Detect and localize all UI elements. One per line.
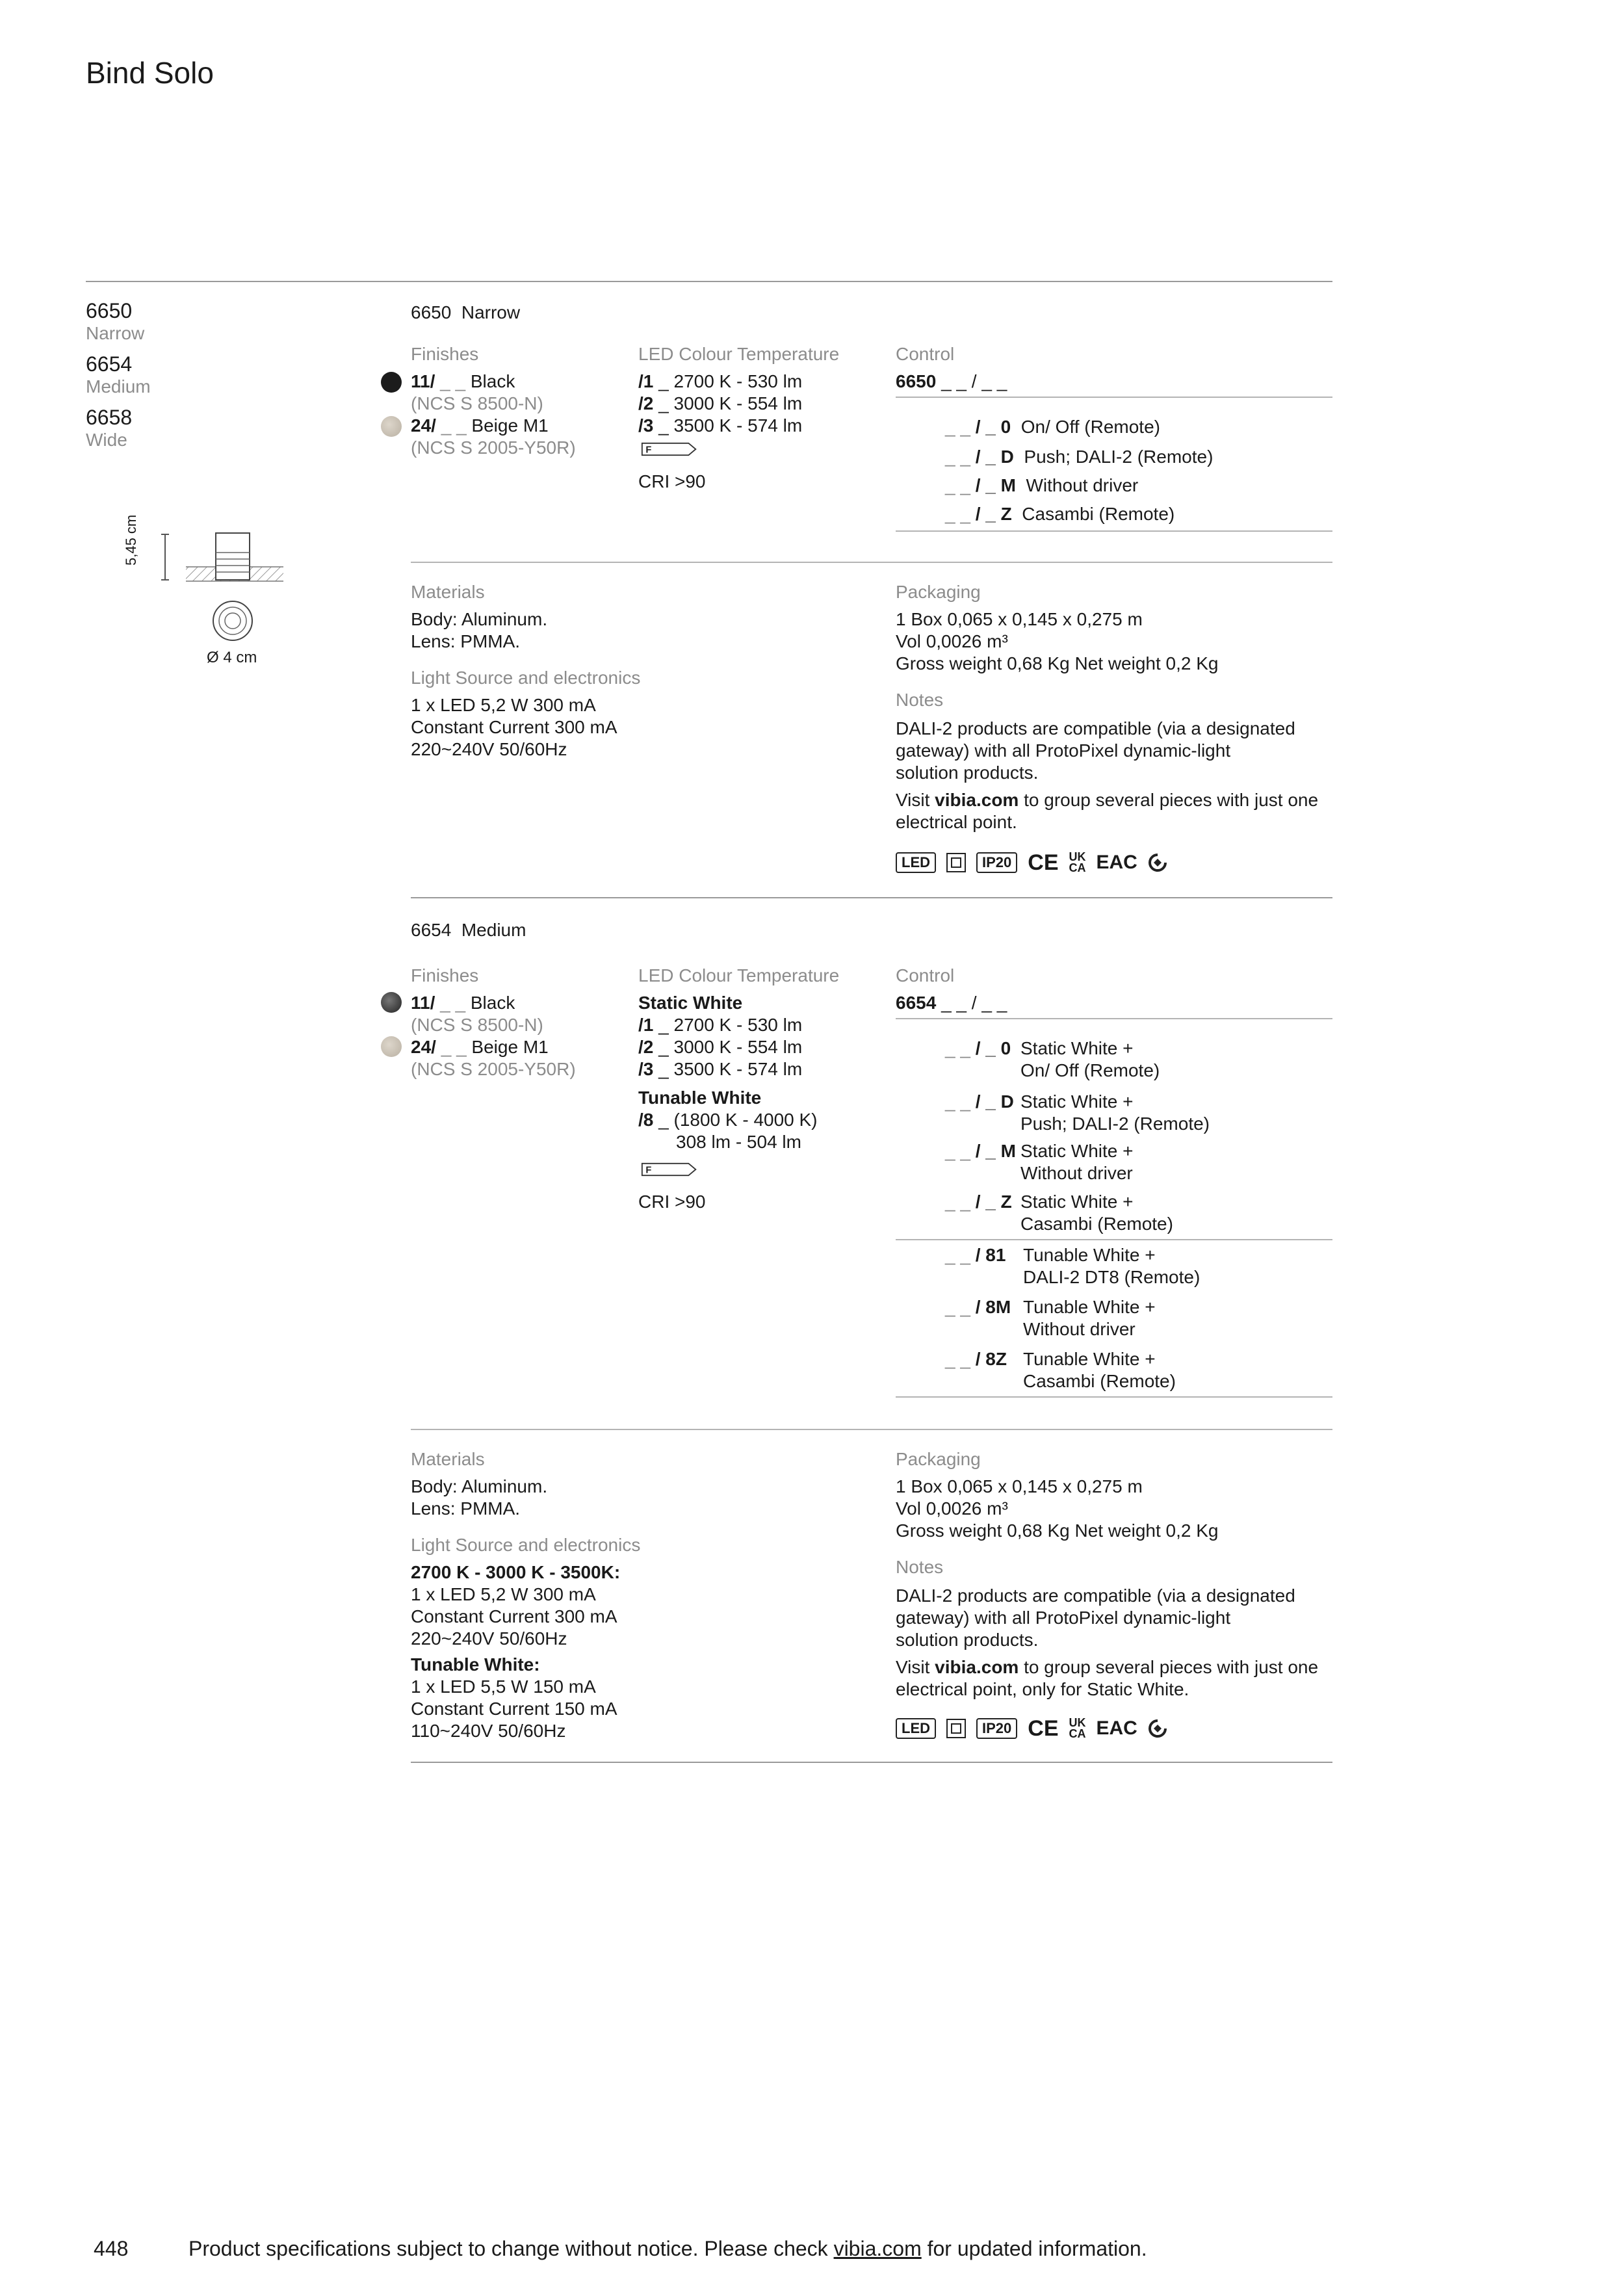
control-label: Control [896, 344, 955, 364]
ukca-mark-icon [1069, 852, 1086, 874]
visit-text: to group several pieces with just one [1019, 790, 1319, 810]
visit-line [896, 1656, 1318, 1678]
led-row [638, 1014, 802, 1036]
class-ii-icon [946, 853, 966, 872]
vibia-link[interactable]: vibia.com [935, 790, 1019, 810]
led-value: _ 3000 K - 554 lm [653, 1037, 803, 1057]
control-option [945, 503, 1175, 525]
light-source-line: Constant Current 300 mA [411, 717, 617, 737]
packaging-label: Packaging [896, 1449, 981, 1469]
control-option-code: / _ Z [975, 504, 1012, 524]
packaging-line: 1 Box 0,065 x 0,145 x 0,275 m [896, 609, 1143, 629]
materials-label: Materials [411, 1449, 485, 1469]
finishes-label: Finishes [411, 965, 479, 985]
control-option-code: / _ D [975, 447, 1014, 467]
ukca-top: UK [1069, 1716, 1086, 1729]
notes-line: gateway) with all ProtoPixel dynamic-light [896, 1608, 1231, 1628]
control-option-code: / 8M [975, 1297, 1011, 1317]
section-divider [411, 1429, 1332, 1430]
top-divider [86, 281, 1332, 282]
control-option [945, 1037, 1011, 1060]
control-prefix: _ _ [945, 1091, 976, 1112]
control-option-desc: On/ Off (Remote) [1020, 417, 1160, 437]
visit-line: electrical point. [896, 812, 1017, 832]
control-option-desc: Without driver [1026, 475, 1139, 495]
control-option [945, 1140, 1016, 1162]
led-value: _ 3500 K - 574 lm [653, 1059, 803, 1079]
control-option-desc: Static White + [1020, 1038, 1134, 1058]
control-option-desc: Static White + [1020, 1091, 1134, 1112]
finish-name: Black [470, 371, 515, 391]
control-option [945, 416, 1160, 438]
finish-code: 24/ [411, 415, 436, 436]
section-header-narrow [411, 302, 520, 324]
control-option-desc: Push; DALI-2 (Remote) [1024, 447, 1214, 467]
cri-value: CRI >90 [638, 471, 706, 491]
section-name: Narrow [461, 302, 521, 322]
section-divider [411, 562, 1332, 563]
variant-list [86, 299, 151, 451]
tunable-code: /8 [638, 1110, 654, 1130]
packaging-line: Gross weight 0,68 Kg Net weight 0,2 Kg [896, 1520, 1219, 1541]
variant-code: 6654 [86, 352, 133, 376]
control-option-desc: Tunable White + [1023, 1349, 1156, 1369]
control-option-desc: Casambi (Remote) [1022, 504, 1175, 524]
notes-label: Notes [896, 690, 944, 710]
led-value: _ 2700 K - 530 lm [653, 371, 803, 391]
section-divider [411, 897, 1332, 898]
energy-class-icon [638, 442, 701, 456]
light-source-line: Constant Current 150 mA [411, 1699, 617, 1719]
class-ii-icon [946, 1719, 966, 1738]
control-code-suffix: _ _ / _ _ [936, 993, 1007, 1013]
notes-label: Notes [896, 1557, 944, 1577]
visit-prefix: Visit [896, 790, 935, 810]
led-value: _ 3500 K - 574 lm [653, 415, 803, 436]
finish-blank: _ _ [435, 993, 471, 1013]
led-badge: LED [896, 1718, 936, 1739]
control-prefix: _ _ [945, 417, 976, 437]
energy-class-icon [638, 1162, 701, 1177]
eac-mark-icon: EAC [1096, 1717, 1137, 1739]
finish-item [411, 992, 515, 1014]
led-code: /1 [638, 1015, 654, 1035]
certification-icons [896, 1717, 1167, 1740]
control-option [945, 1296, 1011, 1318]
light-source-line: Constant Current 300 mA [411, 1606, 617, 1626]
visit-line [896, 789, 1318, 811]
vibia-link[interactable]: vibia.com [935, 1657, 1019, 1677]
beige-finish-swatch [381, 1036, 402, 1057]
footer-text-pre: Product specifications subject to change without notice. Please check [188, 2237, 834, 2260]
section-name: Medium [461, 920, 526, 940]
tunable-value: _ (1800 K - 4000 K) [653, 1110, 818, 1130]
static-white-label: Static White [638, 993, 743, 1013]
finishes-label: Finishes [411, 344, 479, 364]
ip-rating-badge: IP20 [976, 1718, 1017, 1739]
control-option [945, 475, 1138, 497]
materials-line: Body: Aluminum. [411, 1476, 548, 1496]
black-finish-swatch [381, 992, 402, 1013]
control-option [945, 1091, 1014, 1113]
led-code: /1 [638, 371, 654, 391]
finish-ncs: (NCS S 8500-N) [411, 1015, 543, 1035]
finish-name: Beige M1 [471, 1037, 549, 1057]
tunable-row [638, 1109, 818, 1131]
led-row [638, 1036, 802, 1058]
footer-text [188, 2236, 1147, 2261]
led-label: LED Colour Temperature [638, 344, 840, 364]
control-prefix: _ _ [945, 1245, 976, 1265]
control-option-desc: Casambi (Remote) [1020, 1214, 1173, 1234]
variant-code: 6650 [86, 299, 133, 322]
tunable-lumens: 308 lm - 504 lm [676, 1132, 801, 1152]
control-prefix: _ _ [945, 1297, 976, 1317]
light-source-label: Light Source and electronics [411, 668, 641, 688]
control-option-desc: Tunable White + [1023, 1245, 1156, 1265]
variant-code: 6658 [86, 406, 133, 429]
control-option-code: / _ D [975, 1091, 1014, 1112]
control-option-desc: Static White + [1020, 1141, 1134, 1161]
control-prefix: _ _ [945, 475, 976, 495]
packaging-line: Vol 0,0026 m³ [896, 1498, 1008, 1519]
black-finish-swatch [381, 372, 402, 393]
light-source-line: 110~240V 50/60Hz [411, 1721, 566, 1741]
control-prefix: _ _ [945, 447, 976, 467]
control-option-code: / _ M [975, 1141, 1016, 1161]
visit-text: to group several pieces with just one [1019, 1657, 1319, 1677]
variant-name: Wide [86, 430, 127, 450]
visit-prefix: Visit [896, 1657, 935, 1677]
light-static-title: 2700 K - 3000 K - 3500K: [411, 1562, 621, 1582]
led-row [638, 1058, 802, 1080]
variant-name: Narrow [86, 323, 145, 343]
control-divider [896, 397, 1332, 398]
notes-line: gateway) with all ProtoPixel dynamic-light [896, 740, 1231, 761]
materials-label: Materials [411, 582, 485, 602]
control-option [945, 1348, 1007, 1370]
control-label: Control [896, 965, 955, 985]
finish-blank: _ _ [435, 1037, 472, 1057]
led-value: _ 2700 K - 530 lm [653, 1015, 803, 1035]
control-option-desc: Push; DALI-2 (Remote) [1020, 1114, 1210, 1134]
control-prefix: _ _ [945, 1349, 976, 1369]
control-option [945, 1191, 1012, 1213]
control-option [945, 446, 1213, 468]
notes-line: solution products. [896, 763, 1039, 783]
materials-line: Body: Aluminum. [411, 609, 548, 629]
control-option-desc: DALI-2 DT8 (Remote) [1023, 1267, 1201, 1287]
control-divider [896, 1396, 1332, 1398]
section-header-medium [411, 919, 526, 941]
control-base-code: 6654 [896, 993, 937, 1013]
energy-class-label: F [645, 1165, 652, 1176]
control-code [896, 371, 1007, 393]
height-dimension: 5,45 cm [123, 514, 139, 566]
recycle-icon [1148, 853, 1167, 872]
control-option-code: / _ Z [975, 1192, 1012, 1212]
control-option-desc: Casambi (Remote) [1023, 1371, 1176, 1391]
notes-line: solution products. [896, 1630, 1039, 1650]
control-option [945, 1244, 1006, 1266]
ukca-bottom: CA [1069, 861, 1086, 874]
finish-blank: _ _ [435, 371, 471, 391]
page-title: Bind Solo [86, 56, 214, 90]
ukca-top: UK [1069, 850, 1086, 863]
materials-line: Lens: PMMA. [411, 1498, 521, 1519]
ip-rating-badge: IP20 [976, 852, 1017, 873]
light-tunable-title: Tunable White: [411, 1654, 540, 1675]
control-option-code: / _ M [975, 475, 1016, 495]
control-code-suffix: _ _ / _ _ [936, 371, 1007, 391]
led-value: _ 3000 K - 554 lm [653, 393, 803, 413]
section-code: 6650 [411, 302, 452, 322]
finish-ncs: (NCS S 2005-Y50R) [411, 1059, 576, 1079]
control-prefix: _ _ [945, 504, 976, 524]
page-number: 448 [94, 2237, 129, 2260]
notes-line: DALI-2 products are compatible (via a designated [896, 1585, 1295, 1606]
led-code: /2 [638, 1037, 654, 1057]
materials-line: Lens: PMMA. [411, 631, 521, 651]
visit-line: electrical point, only for Static White. [896, 1679, 1189, 1699]
finish-blank: _ _ [435, 415, 472, 436]
recycle-icon [1148, 1719, 1167, 1738]
light-source-line: 1 x LED 5,5 W 150 mA [411, 1676, 596, 1697]
led-code: /3 [638, 415, 654, 436]
finish-code: 24/ [411, 1037, 436, 1057]
ukca-mark-icon [1069, 1717, 1086, 1740]
led-row [638, 415, 802, 437]
control-divider [896, 1239, 1332, 1240]
control-prefix: _ _ [945, 1038, 976, 1058]
led-badge: LED [896, 852, 936, 873]
energy-class-label: F [645, 445, 652, 456]
light-source-line: 1 x LED 5,2 W 300 mA [411, 695, 596, 715]
packaging-line: Gross weight 0,68 Kg Net weight 0,2 Kg [896, 653, 1219, 673]
finish-name: Black [470, 993, 515, 1013]
finish-item [411, 1036, 549, 1058]
control-option-code: / 81 [975, 1245, 1006, 1265]
packaging-label: Packaging [896, 582, 981, 602]
ce-mark-icon: CE [1028, 1716, 1059, 1741]
control-option-desc: On/ Off (Remote) [1020, 1060, 1160, 1080]
light-source-line: 1 x LED 5,2 W 300 mA [411, 1584, 596, 1604]
led-row [638, 393, 802, 415]
led-label: LED Colour Temperature [638, 965, 840, 985]
notes-line: DALI-2 products are compatible (via a designated [896, 718, 1295, 738]
control-option-code: / _ 0 [975, 417, 1011, 437]
control-option-desc: Without driver [1023, 1319, 1136, 1339]
led-code: /2 [638, 393, 654, 413]
tunable-white-label: Tunable White [638, 1088, 762, 1108]
cri-value: CRI >90 [638, 1192, 706, 1212]
finish-item [411, 371, 515, 393]
section-divider [411, 1762, 1332, 1763]
control-option-desc: Without driver [1020, 1163, 1133, 1183]
certification-icons [896, 852, 1167, 874]
control-base-code: 6650 [896, 371, 937, 391]
beige-finish-swatch [381, 416, 402, 437]
control-option-desc: Tunable White + [1023, 1297, 1156, 1317]
control-divider [896, 530, 1332, 532]
led-code: /3 [638, 1059, 654, 1079]
control-option-code: / 8Z [975, 1349, 1007, 1369]
eac-mark-icon: EAC [1096, 852, 1137, 873]
led-row [638, 371, 802, 393]
control-prefix: _ _ [945, 1141, 976, 1161]
finish-code: 11/ [411, 993, 435, 1013]
footer-link[interactable]: vibia.com [833, 2237, 922, 2260]
control-option-desc: Static White + [1020, 1192, 1134, 1212]
variant-name: Medium [86, 376, 151, 397]
diameter-dimension: Ø 4 cm [207, 649, 257, 666]
light-source-line: 220~240V 50/60Hz [411, 1628, 567, 1649]
ukca-bottom: CA [1069, 1727, 1086, 1740]
packaging-line: 1 Box 0,065 x 0,145 x 0,275 m [896, 1476, 1143, 1496]
finish-ncs: (NCS S 8500-N) [411, 393, 543, 413]
section-code: 6654 [411, 920, 452, 940]
finish-ncs: (NCS S 2005-Y50R) [411, 437, 576, 458]
footer-text-post: for updated information. [921, 2237, 1147, 2260]
control-option-code: / _ 0 [975, 1038, 1011, 1058]
control-code [896, 992, 1007, 1014]
light-source-label: Light Source and electronics [411, 1535, 641, 1555]
ce-mark-icon: CE [1028, 850, 1059, 875]
packaging-line: Vol 0,0026 m³ [896, 631, 1008, 651]
finish-item [411, 415, 549, 437]
finish-code: 11/ [411, 371, 435, 391]
control-prefix: _ _ [945, 1192, 976, 1212]
finish-name: Beige M1 [471, 415, 549, 436]
light-source-line: 220~240V 50/60Hz [411, 739, 567, 759]
control-divider [896, 1018, 1332, 1019]
